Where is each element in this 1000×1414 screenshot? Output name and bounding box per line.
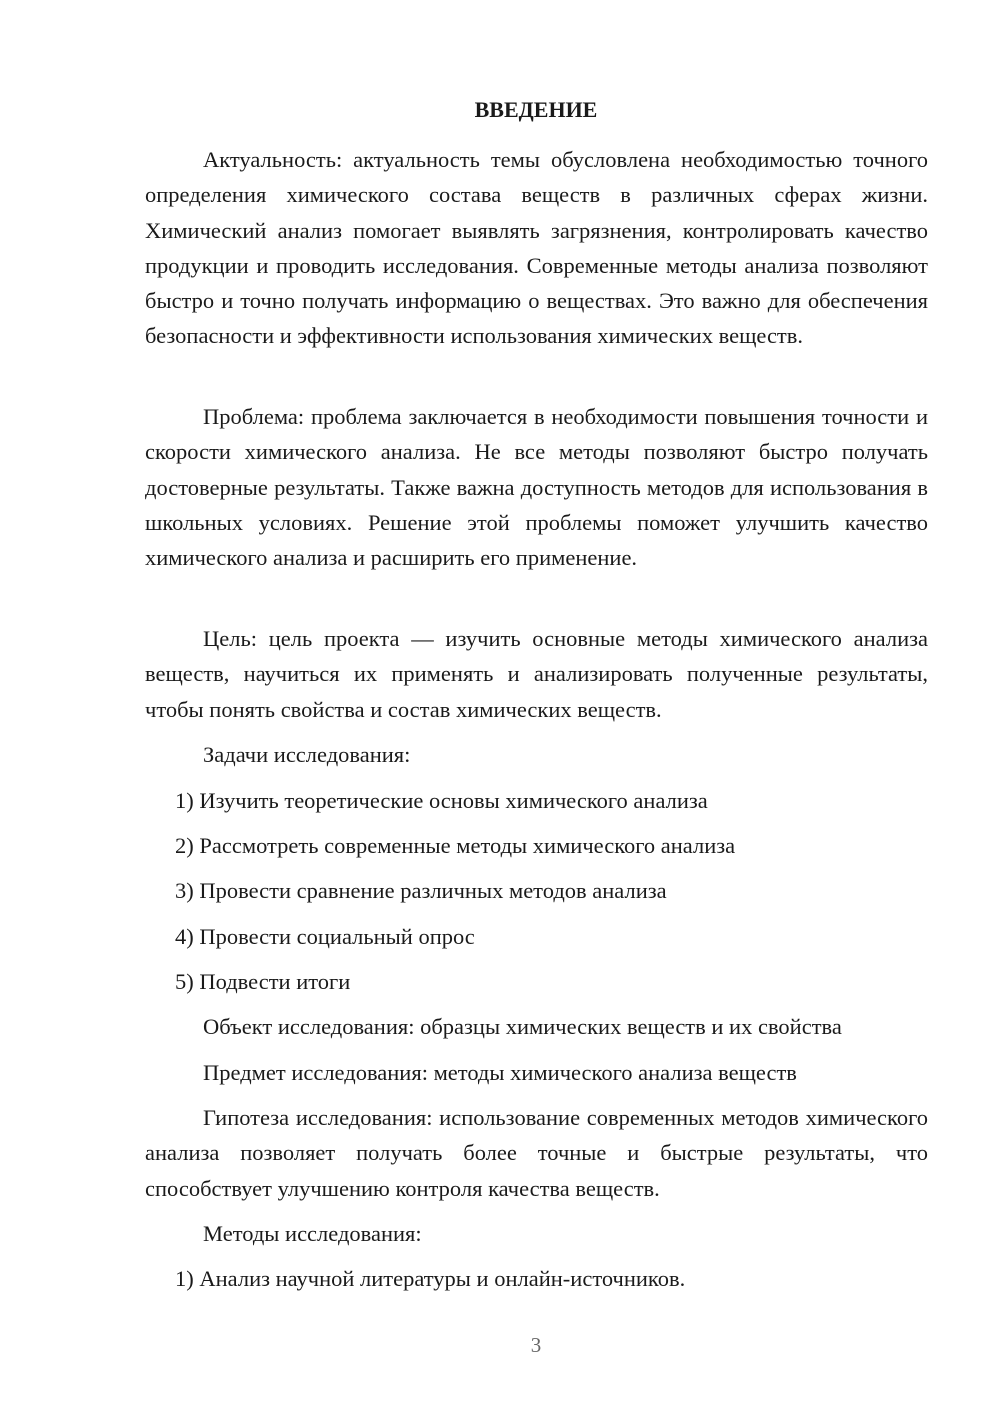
methods-block xyxy=(145,1216,928,1251)
task-item: 2) Рассмотреть современные методы химического анализа xyxy=(175,833,736,858)
relevance-paragraph: Актуальность: актуальность темы обусловлена необходимостью точного определения химического состава веществ в различных сферах жизни. Химический анализ помогает выявлять загрязнения, контролировать качество продукции и проводить исследования. Современные методы анализа позволяют быстро и точно получать информацию о веществах. Это важно для обеспечения безопасности и эффективности использования химических веществ. xyxy=(145,147,928,349)
relevance-block xyxy=(145,142,928,354)
task-item: 3) Провести сравнение различных методов анализа xyxy=(175,878,667,903)
task-item-3-block xyxy=(145,873,928,908)
method-item: 1) Анализ научной литературы и онлайн-источников. xyxy=(175,1266,686,1291)
methods-title: Методы исследования: xyxy=(203,1221,422,1246)
method-item-1-block xyxy=(145,1261,928,1296)
tasks-block xyxy=(145,737,928,772)
research-subject: Предмет исследования: методы химического анализа веществ xyxy=(203,1060,797,1085)
hypothesis-paragraph: Гипотеза исследования: использование современных методов химического анализа позволяет получать более точные и быстрые результаты, что способствует улучшению контроля качества веществ. xyxy=(145,1105,928,1201)
tasks-title: Задачи исследования: xyxy=(203,742,411,767)
task-item-1-block xyxy=(145,783,928,818)
task-item-5-block xyxy=(145,964,928,999)
goal-block xyxy=(145,621,928,727)
task-item-4-block xyxy=(145,919,928,954)
problem-block xyxy=(145,399,928,575)
section-heading: ВВЕДЕНИЕ xyxy=(474,97,598,122)
research-object: Объект исследования: образцы химических веществ и их свойства xyxy=(203,1014,842,1039)
task-item: 1) Изучить теоретические основы химического анализа xyxy=(175,788,708,813)
task-item-2-block xyxy=(145,828,928,863)
task-item: 4) Провести социальный опрос xyxy=(175,924,475,949)
problem-paragraph: Проблема: проблема заключается в необходимости повышения точности и скорости химического анализа. Не все методы позволяют быстро получать достоверные результаты. Также важна доступность методов для использования в школьных условиях. Решение этой проблемы поможет улучшить качество химического анализа и расширить его применение. xyxy=(145,404,928,571)
goal-paragraph: Цель: цель проекта — изучить основные методы химического анализа веществ, научиться их применять и анализировать полученные результаты, чтобы понять свойства и состав химических веществ. xyxy=(145,626,928,722)
object-block xyxy=(145,1009,928,1044)
task-item: 5) Подвести итоги xyxy=(175,969,351,994)
subject-block xyxy=(145,1055,928,1090)
hypothesis-block xyxy=(145,1100,928,1206)
page-number: 3 xyxy=(530,1333,542,1357)
